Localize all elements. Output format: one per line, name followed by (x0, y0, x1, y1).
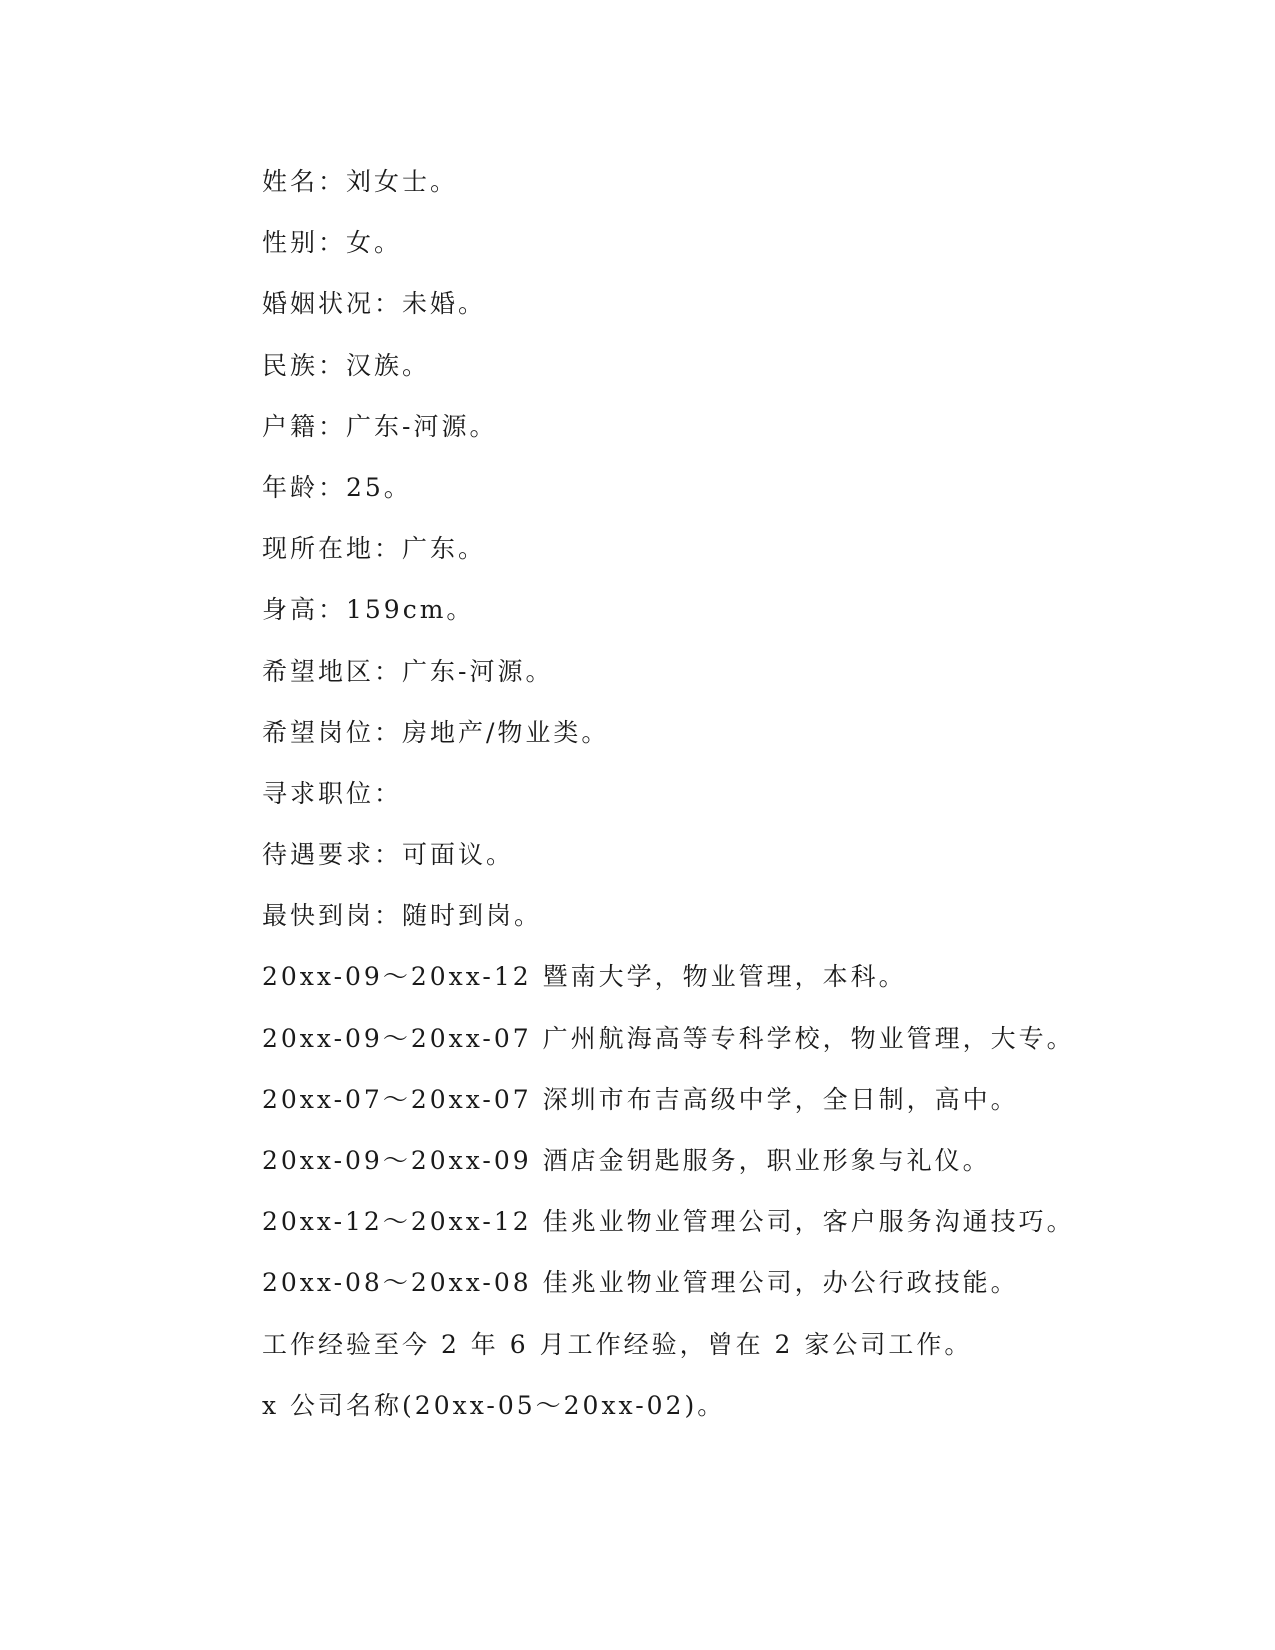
training-entry: 20xx-12～20xx-12 佳兆业物业管理公司，客户服务沟通技巧。 (262, 1207, 1075, 1237)
salary-requirement-line: 待遇要求：可面议。 (262, 840, 515, 870)
age-line: 年龄：25。 (262, 472, 412, 502)
resume-body (262, 162, 1122, 1447)
education-entry: 20xx-09～20xx-12 暨南大学，物业管理，本科。 (262, 962, 907, 992)
hukou-line: 户籍：广东-河源。 (262, 411, 498, 441)
height-line: 身高：159cm。 (262, 595, 475, 625)
current-location-line: 现所在地：广东。 (262, 534, 487, 564)
seeking-position-line: 寻求职位： (262, 778, 403, 808)
ethnicity-line: 民族：汉族。 (262, 350, 431, 380)
work-experience-summary: 工作经验至今 2 年 6 月工作经验，曾在 2 家公司工作。 (262, 1329, 973, 1359)
education-entry: 20xx-09～20xx-07 广州航海高等专科学校，物业管理，大专。 (262, 1023, 1075, 1053)
company-entry: x 公司名称(20xx-05～20xx-02)。 (262, 1390, 726, 1420)
availability-line: 最快到岗：随时到岗。 (262, 901, 543, 931)
marital-status-line: 婚姻状况：未婚。 (262, 289, 487, 319)
gender-line: 性别：女。 (262, 228, 403, 258)
training-entry: 20xx-08～20xx-08 佳兆业物业管理公司，办公行政技能。 (262, 1268, 1019, 1298)
training-entry: 20xx-09～20xx-09 酒店金钥匙服务，职业形象与礼仪。 (262, 1146, 991, 1175)
desired-region-line: 希望地区：广东-河源。 (262, 656, 554, 686)
name-line: 姓名：刘女士。 (262, 167, 459, 196)
desired-position-line: 希望岗位：房地产/物业类。 (262, 717, 610, 747)
education-entry: 20xx-07～20xx-07 深圳市布吉高级中学，全日制，高中。 (262, 1084, 1019, 1114)
